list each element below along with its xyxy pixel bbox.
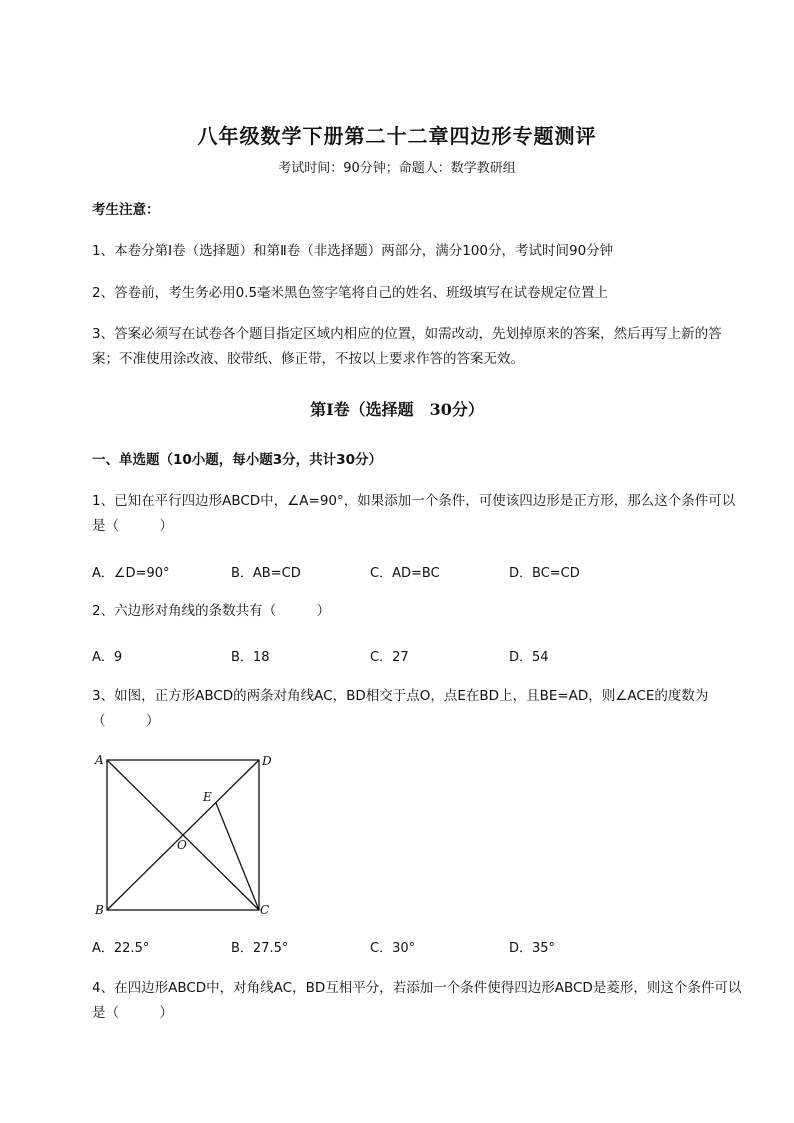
- document-subtitle: 考试时间：90分钟；命题人：数学教研组: [278, 161, 516, 176]
- square-diagonals-figure: [90, 748, 290, 923]
- question-2-option-b: B．18: [231, 650, 270, 665]
- notice-heading: 考生注意：: [92, 202, 160, 218]
- question-1-option-b: B．AB=CD: [231, 566, 301, 581]
- question-2-option-a: A．9: [92, 650, 123, 665]
- label-d: D: [262, 754, 272, 768]
- notice-item-1: 1、本卷分第I卷（选择题）和第Ⅱ卷（非选择题）两部分，满分100分，考试时间90分钟: [92, 243, 614, 259]
- label-o: O: [177, 838, 187, 852]
- question-2-option-c: C．27: [370, 650, 409, 665]
- label-e: E: [203, 790, 212, 804]
- section-title: 第I卷（选择题 30分）: [310, 400, 484, 419]
- question-2-option-d: D．54: [509, 650, 549, 665]
- question-1-option-d: D．BC=CD: [509, 566, 580, 581]
- notice-item-2: 2、答卷前，考生务必用0.5毫米黑色签字笔将自己的姓名、班级填写在试卷规定位置上: [92, 285, 609, 301]
- segment-ce: [216, 803, 259, 910]
- question-1-stem: 1、已知在平行四边形ABCD中，∠A=90°，如果添加一个条件，可使该四边形是正方形，那么这个条件可以是（ ）: [92, 493, 736, 534]
- question-3-option-c: C．30°: [370, 941, 416, 956]
- question-4-stem: 4、在四边形ABCD中，对角线AC，BD互相平分，若添加一个条件使得四边形ABCD是菱形，则这个条件可以是（ ）: [92, 980, 742, 1021]
- question-2-stem: 2、六边形对角线的条数共有（ ）: [92, 603, 331, 619]
- notice-item-3: 3、答案必须写在试卷各个题目指定区域内相应的位置，如需改动，先划掉原来的答案，然后再写上新的答案；不准使用涂改液、胶带纸、修正带，不按以上要求作答的答案无效。: [92, 326, 722, 367]
- question-3-option-a: A．22.5°: [92, 941, 150, 956]
- question-3-option-b: B．27.5°: [231, 941, 289, 956]
- label-b: B: [95, 903, 104, 917]
- part1-heading: 一、单选题（10小题，每小题3分，共计30分）: [92, 452, 382, 468]
- label-a: A: [95, 753, 104, 767]
- question-1-option-a: A．∠D=90°: [92, 566, 170, 581]
- question-3-option-d: D．35°: [509, 941, 556, 956]
- document-title: 八年级数学下册第二十二章四边形专题测评: [197, 124, 597, 148]
- question-1-option-c: C．AD=BC: [370, 566, 440, 581]
- label-c: C: [260, 903, 270, 917]
- question-3-stem: 3、如图，正方形ABCD的两条对角线AC，BD相交于点O，点E在BD上，且BE=AD，则∠ACE的度数为（ ）: [92, 688, 709, 729]
